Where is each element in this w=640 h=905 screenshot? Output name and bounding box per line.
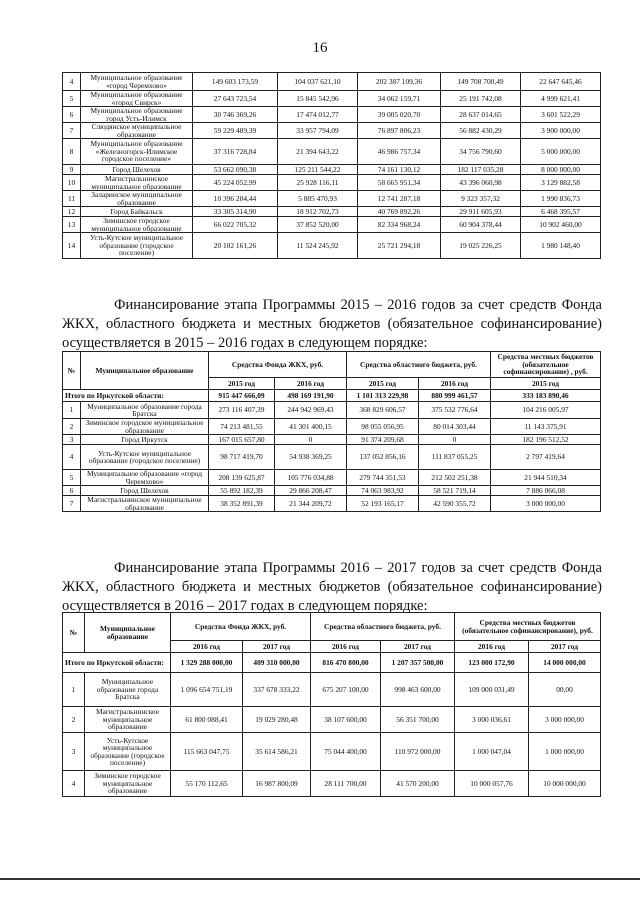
amount-cell: 0 (275, 435, 347, 445)
amount-cell: 33 957 794,09 (278, 123, 358, 139)
table-2016-2017 (62, 612, 601, 797)
amount-cell: 375 532 776,64 (419, 402, 491, 419)
row-number: 7 (63, 496, 81, 512)
amount-cell: 208 139 625,87 (209, 470, 275, 486)
year-header: 2015 год (209, 378, 275, 390)
amount-cell: 40 769 892,26 (358, 207, 441, 217)
table-row (63, 445, 601, 470)
amount-cell: 105 776 034,88 (275, 470, 347, 486)
amount-cell: 12 741 287,18 (358, 191, 441, 207)
amount-cell: 45 224 052,99 (193, 175, 278, 191)
amount-cell: 19 025 226,25 (441, 233, 521, 259)
amount-cell: 111 837 055,25 (419, 445, 491, 470)
amount-cell: 74 063 983,92 (347, 486, 419, 496)
amount-cell: 10 000 057,76 (455, 771, 529, 797)
col-header-local: Средства местных бюджетов (обязательное софинансирование), руб. (455, 613, 601, 641)
amount-cell: 7 886 066,08 (491, 486, 601, 496)
col-header-number: № (63, 352, 81, 390)
row-number: 14 (63, 233, 81, 259)
amount-cell: 56 882 430,29 (441, 123, 521, 139)
row-number: 5 (63, 470, 81, 486)
amount-cell: 3 129 882,58 (521, 175, 601, 191)
amount-cell: 137 052 856,16 (347, 445, 419, 470)
row-number: 1 (63, 402, 81, 419)
amount-cell: 15 845 542,96 (278, 91, 358, 107)
total-value: 915 447 666,09 (209, 390, 275, 402)
table-row (63, 207, 601, 217)
municipality-name: Зиминское городское муниципальное образование (85, 771, 171, 797)
amount-cell: 20 102 161,26 (193, 233, 278, 259)
amount-cell: 91 374 209,68 (347, 435, 419, 445)
amount-cell: 29 866 208,47 (275, 486, 347, 496)
amount-cell: 3 000 000,00 (491, 496, 601, 512)
amount-cell: 182 196 512,52 (491, 435, 601, 445)
amount-cell: 54 938 369,25 (275, 445, 347, 470)
amount-cell: 0 (419, 435, 491, 445)
year-header: 2015 год (347, 378, 419, 390)
municipality-name: Зиминское городское муниципальное образование (81, 217, 193, 233)
year-header: 2015 год (491, 378, 601, 390)
municipality-name: Зиминское городское муниципальное образование (81, 419, 209, 435)
section-2015-2016-heading: Финансирование этапа Программы 2015 – 2016 годов за счет средств Фонда ЖКХ, областного бюджета и местных бюджетов (обязательное софинансирование) осуществляется в 2015 – 2016 годах в следующем порядке: (62, 297, 602, 351)
table-row (63, 435, 601, 445)
row-number: 12 (63, 207, 81, 217)
amount-cell: 98 055 056,95 (347, 419, 419, 435)
amount-cell: 11 143 375,91 (491, 419, 601, 435)
table-row (63, 217, 601, 233)
municipality-name: Магистральнинское муниципальное образование (85, 707, 171, 733)
amount-cell: 55 170 112,65 (171, 771, 243, 797)
amount-cell: 337 678 333,22 (243, 673, 311, 707)
row-number: 6 (63, 107, 81, 123)
amount-cell: 10 000 000,00 (529, 771, 601, 797)
col-header-region: Средства областного бюджета, руб. (347, 352, 491, 378)
row-number: 4 (63, 445, 81, 470)
col-header-number: № (63, 613, 85, 653)
table-row (63, 165, 601, 175)
amount-cell: 34 756 790,60 (441, 139, 521, 165)
total-value: 1 207 357 500,00 (381, 653, 455, 673)
col-header-municipality: Муниципальное образование (85, 613, 171, 653)
amount-cell: 10 396 204,44 (193, 191, 278, 207)
page-bottom-rule (0, 878, 640, 880)
table-row (63, 107, 601, 123)
municipality-name: Магистральнинское муниципальное образование (81, 175, 193, 191)
municipality-name: Город Иркутск (81, 435, 209, 445)
amount-cell: 3 900 000,00 (521, 123, 601, 139)
amount-cell: 3 000 000,00 (529, 707, 601, 733)
amount-cell: 998 463 600,00 (381, 673, 455, 707)
municipality-name: Город Шелехов (81, 165, 193, 175)
amount-cell: 30 746 369,26 (193, 107, 278, 123)
amount-cell: 28 637 014,65 (441, 107, 521, 123)
municipality-name: Магистральнинское муниципальное образование (81, 496, 209, 512)
amount-cell: 1 000 000,00 (529, 733, 601, 771)
total-label: Итого по Иркутской области: (63, 390, 209, 402)
amount-cell: 104 037 621,10 (278, 73, 358, 91)
year-header: 2016 год (455, 641, 529, 653)
amount-cell: 21 344 209,72 (275, 496, 347, 512)
table-row (63, 175, 601, 191)
year-header: 2016 год (311, 641, 381, 653)
total-value: 123 000 172,90 (455, 653, 529, 673)
table-row (63, 91, 601, 107)
total-value: 816 470 800,00 (311, 653, 381, 673)
amount-cell: 202 387 109,36 (358, 73, 441, 91)
amount-cell: 9 323 357,32 (441, 191, 521, 207)
amount-cell: 25 191 742,08 (441, 91, 521, 107)
table-row (63, 470, 601, 486)
amount-cell: 38 352 891,39 (209, 496, 275, 512)
amount-cell: 74 213 481,55 (209, 419, 275, 435)
table-row (63, 419, 601, 435)
amount-cell: 8 000 000,00 (521, 165, 601, 175)
municipality-name: Муниципальное образование «город Черемхово» (81, 73, 193, 91)
amount-cell: 58 521 719,14 (419, 486, 491, 496)
total-label: Итого по Иркутской области: (63, 653, 171, 673)
table-row (63, 733, 601, 771)
amount-cell: 5 885 470,93 (278, 191, 358, 207)
amount-cell: 42 590 355,72 (419, 496, 491, 512)
row-number: 8 (63, 139, 81, 165)
amount-cell: 22 647 645,46 (521, 73, 601, 91)
amount-cell: 10 902 460,00 (521, 217, 601, 233)
amount-cell: 16 987 800,09 (243, 771, 311, 797)
section-2016-2017-heading: Финансирование этапа Программы 2016 – 2017 годов за счет средств Фонда ЖКХ, областного бюджета и местных бюджетов (обязательное софинансирование) осуществляется в 2016 – 2017 годах в следующем порядке: (62, 560, 602, 614)
amount-cell: 182 117 035,28 (441, 165, 521, 175)
table-row (63, 486, 601, 496)
amount-cell: 149 603 173,59 (193, 73, 278, 91)
table-row (63, 402, 601, 419)
amount-cell: 75 044 400,00 (311, 733, 381, 771)
table-row (63, 707, 601, 733)
amount-cell: 21 944 510,34 (491, 470, 601, 486)
table-row (63, 496, 601, 512)
row-number: 9 (63, 165, 81, 175)
table-row (63, 191, 601, 207)
amount-cell: 4 999 621,41 (521, 91, 601, 107)
municipality-name: Муниципальное образование «Железногорск-Илимское городское поселение» (81, 139, 193, 165)
amount-cell: 368 829 606,57 (347, 402, 419, 419)
amount-cell: 46 986 757,34 (358, 139, 441, 165)
amount-cell: 244 942 969,43 (275, 402, 347, 419)
total-value: 1 101 313 229,98 (347, 390, 419, 402)
amount-cell: 59 229 489,39 (193, 123, 278, 139)
amount-cell: 74 161 130,12 (358, 165, 441, 175)
total-value: 1 329 288 000,00 (171, 653, 243, 673)
amount-cell: 5 000 000,00 (521, 139, 601, 165)
row-number: 4 (63, 771, 85, 797)
amount-cell: 58 665 951,34 (358, 175, 441, 191)
amount-cell: 1 096 654 751,19 (171, 673, 243, 707)
amount-cell: 1 990 836,73 (521, 191, 601, 207)
amount-cell: 82 334 968,24 (358, 217, 441, 233)
amount-cell: 149 708 700,49 (441, 73, 521, 91)
amount-cell: 1 980 148,40 (521, 233, 601, 259)
table-row (63, 73, 601, 91)
total-value: 498 169 191,90 (275, 390, 347, 402)
amount-cell: 109 000 031,49 (455, 673, 529, 707)
amount-cell: 34 062 159,71 (358, 91, 441, 107)
row-number: 6 (63, 486, 81, 496)
municipality-name: Заларинское муниципальное образование (81, 191, 193, 207)
col-header-municipality: Муниципальное образование (81, 352, 209, 390)
amount-cell: 39 005 020,70 (358, 107, 441, 123)
amount-cell: 28 111 700,00 (311, 771, 381, 797)
amount-cell: 115 663 047,75 (171, 733, 243, 771)
amount-cell: 56 351 700,00 (381, 707, 455, 733)
row-number: 7 (63, 123, 81, 139)
table-2015-2016 (62, 351, 601, 512)
row-number: 1 (63, 673, 85, 707)
amount-cell: 55 892 182,39 (209, 486, 275, 496)
row-number: 3 (63, 733, 85, 771)
row-number: 3 (63, 435, 81, 445)
municipality-name: Город Шелехов (81, 486, 209, 496)
row-number: 4 (63, 73, 81, 91)
amount-cell: 18 912 702,73 (278, 207, 358, 217)
municipality-name: Усть-Кутское муниципальное образование (городское поселение) (85, 733, 171, 771)
amount-cell: 60 904 378,44 (441, 217, 521, 233)
municipality-name: Усть-Кутское муниципальное образование (городское поселение) (81, 233, 193, 259)
table-row (63, 123, 601, 139)
municipality-name: Слюдянское муниципальное образование (81, 123, 193, 139)
row-number: 2 (63, 419, 81, 435)
amount-cell: 35 614 586,21 (243, 733, 311, 771)
amount-cell: 125 211 544,22 (278, 165, 358, 175)
amount-cell: 25 721 294,18 (358, 233, 441, 259)
total-value: 14 000 000,00 (529, 653, 601, 673)
amount-cell: 1 000 047,04 (455, 733, 529, 771)
amount-cell: 167 015 657,80 (209, 435, 275, 445)
amount-cell: 104 216 005,97 (491, 402, 601, 419)
amount-cell: 66 022 705,32 (193, 217, 278, 233)
row-number: 13 (63, 217, 81, 233)
amount-cell: 37 852 520,00 (278, 217, 358, 233)
amount-cell: 41 570 200,00 (381, 771, 455, 797)
year-header: 2017 год (381, 641, 455, 653)
amount-cell: 76 897 806,23 (358, 123, 441, 139)
amount-cell: 279 744 351,53 (347, 470, 419, 486)
year-header: 2017 год (243, 641, 311, 653)
municipality-name: Муниципальное образование «город Черемхово» (81, 470, 209, 486)
year-header: 2017 год (529, 641, 601, 653)
table-row (63, 139, 601, 165)
amount-cell: 212 502 251,38 (419, 470, 491, 486)
amount-cell: 00,00 (529, 673, 601, 707)
amount-cell: 17 474 012,77 (278, 107, 358, 123)
amount-cell: 41 301 400,15 (275, 419, 347, 435)
amount-cell: 21 394 643,22 (278, 139, 358, 165)
amount-cell: 43 396 060,98 (441, 175, 521, 191)
row-number: 11 (63, 191, 81, 207)
col-header-region: Средства областного бюджета, руб. (311, 613, 455, 641)
municipality-name: Усть-Кутское муниципальное образование (городское поселение) (81, 445, 209, 470)
row-number: 2 (63, 707, 85, 733)
amount-cell: 675 207 100,00 (311, 673, 381, 707)
year-header: 2016 год (171, 641, 243, 653)
amount-cell: 61 800 088,41 (171, 707, 243, 733)
amount-cell: 2 797 419,64 (491, 445, 601, 470)
amount-cell: 29 911 605,93 (441, 207, 521, 217)
amount-cell: 25 928 116,11 (278, 175, 358, 191)
amount-cell: 273 116 407,39 (209, 402, 275, 419)
row-number: 10 (63, 175, 81, 191)
year-header: 2016 год (419, 378, 491, 390)
amount-cell: 98 717 419,70 (209, 445, 275, 470)
amount-cell: 3 601 522,29 (521, 107, 601, 123)
col-header-fund: Средства Фонда ЖКХ, руб. (171, 613, 311, 641)
year-header: 2016 год (275, 378, 347, 390)
col-header-fund: Средства Фонда ЖКХ, руб. (209, 352, 347, 378)
amount-cell: 33 305 314,90 (193, 207, 278, 217)
amount-cell: 27 643 723,54 (193, 91, 278, 107)
amount-cell: 53 662 090,38 (193, 165, 278, 175)
table-row (63, 673, 601, 707)
municipality-name: Город Байкальск (81, 207, 193, 217)
amount-cell: 52 193 165,17 (347, 496, 419, 512)
table-row (63, 233, 601, 259)
municipality-name: Муниципальное образование город Усть-Илимск (81, 107, 193, 123)
amount-cell: 110 972 000,00 (381, 733, 455, 771)
amount-cell: 3 000 036,61 (455, 707, 529, 733)
row-number: 5 (63, 91, 81, 107)
total-value: 880 999 461,57 (419, 390, 491, 402)
municipality-name: Муниципальное образование города Братска (85, 673, 171, 707)
amount-cell: 80 014 303,44 (419, 419, 491, 435)
continuation-table (62, 72, 601, 259)
table-row (63, 771, 601, 797)
municipality-name: Муниципальное образование «город Свирск» (81, 91, 193, 107)
total-value: 333 183 890,46 (491, 390, 601, 402)
amount-cell: 6 468 395,57 (521, 207, 601, 217)
amount-cell: 37 316 728,84 (193, 139, 278, 165)
municipality-name: Муниципальное образование города Братска (81, 402, 209, 419)
total-value: 409 310 000,00 (243, 653, 311, 673)
page-number: 16 (312, 40, 328, 56)
col-header-local: Средства местных бюджетов (обязательное софинансирование) , руб. (491, 352, 601, 378)
amount-cell: 19 029 280,48 (243, 707, 311, 733)
amount-cell: 11 524 245,92 (278, 233, 358, 259)
amount-cell: 38 107 600,00 (311, 707, 381, 733)
